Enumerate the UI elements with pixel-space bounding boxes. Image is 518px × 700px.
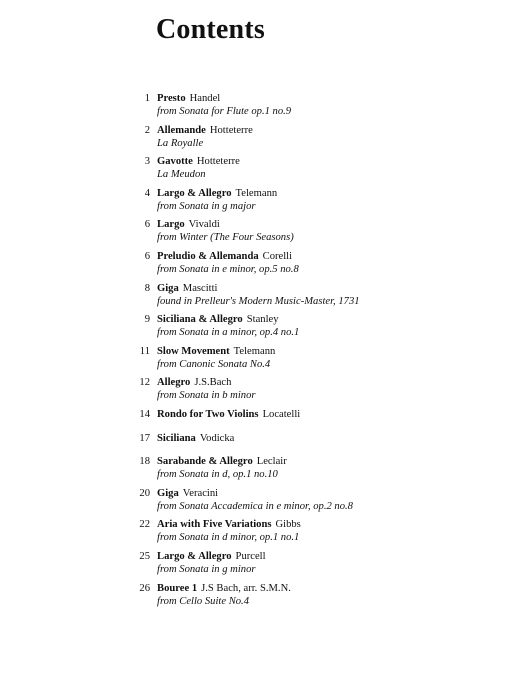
toc-entry — [0, 487, 518, 519]
toc-source: from Canonic Sonata No.4 — [157, 358, 271, 370]
toc-entry-heading — [157, 376, 231, 389]
toc-composer: Leclair — [256, 456, 287, 468]
toc-piece-title: Siciliana & Allegro — [157, 314, 243, 326]
toc-source: from Sonata Accademica in e minor, op.2 no.8 — [157, 500, 353, 512]
toc-piece-title: Largo & Allegro — [157, 550, 232, 562]
toc-composer: Purcell — [235, 550, 266, 562]
toc-entry-heading — [157, 518, 301, 531]
toc-composer: Stanley — [246, 314, 279, 326]
toc-source: found in Prelleur's Modern Music-Master, 1731 — [157, 295, 360, 307]
toc-entry — [0, 550, 518, 582]
toc-source: from Sonata in a minor, op.4 no.1 — [157, 327, 300, 339]
toc-entry — [0, 313, 518, 345]
toc-entry — [0, 345, 518, 377]
toc-page-number: 26 — [139, 582, 150, 594]
toc-entry-heading — [157, 432, 234, 445]
toc-entry-heading — [157, 487, 218, 500]
toc-piece-title: Allemande — [157, 124, 206, 136]
toc-page-number: 4 — [144, 187, 150, 199]
toc-entry-heading — [157, 155, 240, 168]
toc-entry-heading — [157, 187, 277, 200]
toc-page-number: 3 — [144, 156, 150, 168]
toc-page-number: 6 — [144, 219, 150, 231]
toc-entry — [0, 155, 518, 187]
toc-piece-title: Aria with Five Variations — [157, 519, 272, 531]
toc-piece-title: Allegro — [157, 377, 191, 389]
toc-page-number: 18 — [139, 456, 150, 468]
toc-page-number: 17 — [139, 432, 150, 444]
toc-entry — [0, 218, 518, 250]
toc-composer: Vivaldi — [188, 219, 220, 231]
toc-piece-title: Rondo for Two Violins — [157, 408, 259, 420]
toc-entry-heading — [157, 250, 292, 263]
toc-entry — [0, 408, 518, 432]
toc-composer: J.S Bach, arr. S.M.N. — [201, 582, 291, 594]
table-of-contents — [0, 92, 518, 613]
toc-page-number: 11 — [139, 345, 150, 357]
toc-piece-title: Giga — [157, 487, 179, 499]
toc-piece-title: Preludio & Allemanda — [157, 250, 259, 262]
toc-page-number: 14 — [139, 408, 150, 420]
toc-composer: J.S.Bach — [194, 377, 232, 389]
toc-composer: Telemann — [233, 345, 276, 357]
toc-entry-heading — [157, 124, 253, 137]
toc-page-number: 25 — [139, 550, 150, 562]
toc-composer: Gibbs — [275, 519, 301, 531]
toc-piece-title: Sarabande & Allegro — [157, 456, 253, 468]
toc-source: from Sonata in g major — [157, 200, 256, 212]
toc-source: from Winter (The Four Seasons) — [157, 232, 294, 244]
toc-source: from Sonata in e minor, op.5 no.8 — [157, 263, 299, 275]
toc-source: from Sonata for Flute op.1 no.9 — [157, 106, 292, 117]
toc-entry — [0, 187, 518, 219]
toc-entry-heading — [157, 218, 220, 231]
toc-entry-heading — [157, 455, 287, 468]
toc-entry — [0, 455, 518, 487]
toc-entry-heading — [157, 313, 279, 326]
toc-piece-title: Giga — [157, 282, 179, 294]
toc-composer: Hotteterre — [209, 124, 253, 136]
toc-entry-heading — [157, 282, 218, 295]
toc-entry — [0, 582, 518, 614]
toc-page-number: 22 — [139, 519, 150, 531]
toc-piece-title: Bouree 1 — [157, 582, 198, 594]
toc-piece-title: Siciliana — [157, 432, 196, 444]
toc-source: La Royalle — [157, 137, 204, 149]
toc-page-number: 12 — [139, 377, 150, 389]
toc-composer: Locatelli — [262, 408, 301, 420]
toc-entry — [0, 518, 518, 550]
toc-entry-heading — [157, 550, 266, 563]
toc-entry-heading — [157, 92, 220, 105]
toc-entry — [0, 124, 518, 156]
toc-entry — [0, 432, 518, 456]
toc-entry — [0, 376, 518, 408]
toc-piece-title: Largo — [157, 219, 185, 231]
toc-entry — [0, 92, 518, 124]
toc-entry — [0, 250, 518, 282]
toc-entry-heading — [157, 345, 275, 358]
toc-source: from Sonata in d minor, op.1 no.1 — [157, 532, 300, 544]
toc-entry — [0, 282, 518, 314]
toc-page-number: 9 — [144, 314, 150, 326]
toc-composer: Hotteterre — [196, 156, 240, 168]
toc-composer: Vodicka — [199, 432, 235, 444]
toc-page-number: 1 — [144, 93, 150, 104]
toc-page-number: 20 — [139, 487, 150, 499]
toc-source: La Meudon — [157, 169, 206, 181]
page-title: Contents — [156, 14, 265, 45]
toc-entry-heading — [157, 582, 291, 595]
toc-source: from Sonata in g minor — [157, 563, 256, 575]
toc-source: from Cello Suite No.4 — [157, 595, 250, 607]
toc-composer: Telemann — [235, 187, 278, 199]
toc-page-number: 8 — [144, 282, 150, 294]
toc-page-number: 6 — [144, 250, 150, 262]
toc-composer: Corelli — [262, 250, 293, 262]
toc-composer: Veracini — [182, 487, 219, 499]
toc-piece-title: Largo & Allegro — [157, 187, 232, 199]
toc-piece-title: Presto — [157, 93, 186, 104]
toc-source: from Sonata in b minor — [157, 390, 256, 402]
toc-piece-title: Slow Movement — [157, 345, 230, 357]
toc-source: from Sonata in d, op.1 no.10 — [157, 469, 278, 481]
toc-piece-title: Gavotte — [157, 156, 193, 168]
toc-composer: Handel — [189, 93, 221, 104]
toc-entry-heading — [157, 408, 300, 421]
toc-composer: Mascitti — [182, 282, 218, 294]
toc-page-number: 2 — [144, 124, 150, 136]
